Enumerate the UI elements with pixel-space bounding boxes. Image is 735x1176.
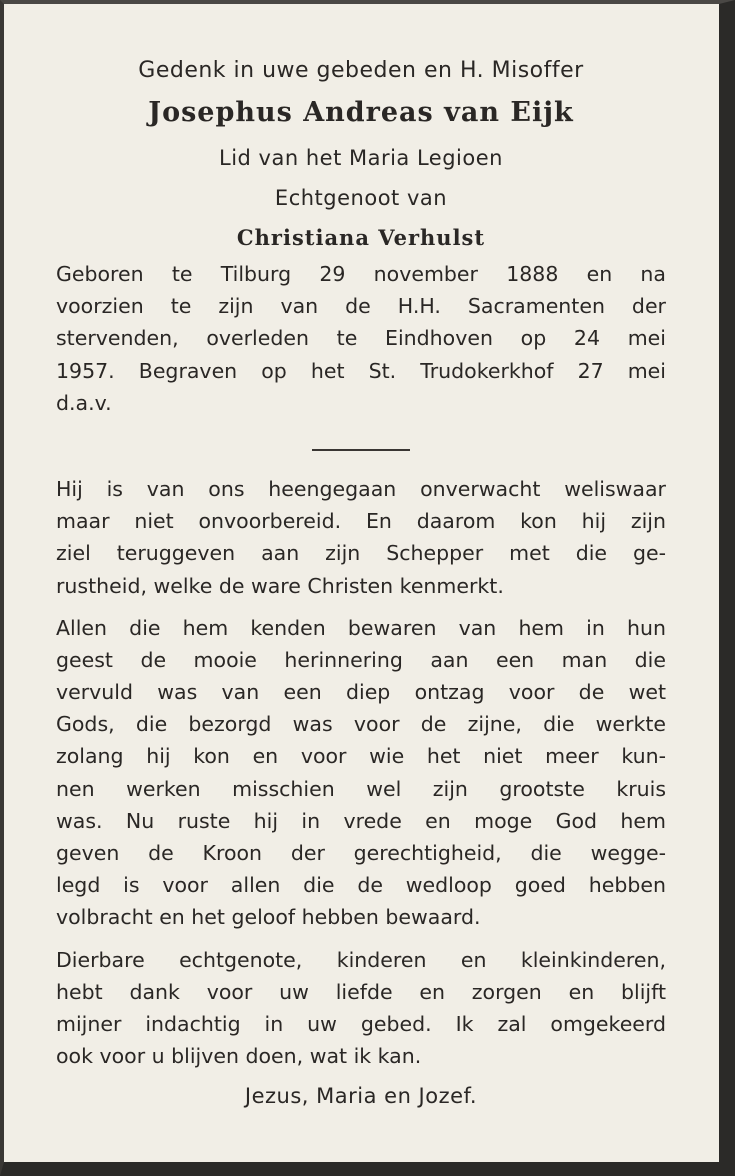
memory-paragraph <box>56 612 666 934</box>
deceased-name: Josephus Andreas van Eijk <box>148 97 574 128</box>
text-line: geven de Kroon der gerechtigheid, die wegge- <box>56 841 666 865</box>
text-line: zolang hij kon en voor wie het niet meer kun- <box>56 744 666 769</box>
text-line: stervenden, overleden te Eindhoven op 24 mei <box>56 326 666 351</box>
text-line: was. Nu ruste hij in vrede en moge God hem <box>56 808 666 833</box>
text-line: hebt dank voor uw liefde en zorgen en blijft <box>56 979 666 1004</box>
text-line: vervuld was van een diep ontzag voor de wet <box>56 680 666 705</box>
remember-line: Gedenk in uwe gebeden en H. Misoffer <box>138 58 584 83</box>
text-line: Geboren te Tilburg 29 november 1888 en na <box>56 262 666 286</box>
family-paragraph <box>56 944 666 1073</box>
divider-rule <box>312 449 410 451</box>
spouse-name: Christiana Verhulst <box>236 225 486 250</box>
text-line: ziel teruggeven aan zijn Schepper met die ge- <box>56 541 666 566</box>
text-line: nen werken misschien wel zijn grootste kruis <box>56 776 666 801</box>
text-line: rustheid, welke de ware Christen kenmerkt. <box>56 573 504 598</box>
spouse-label: Echtgenoot van <box>274 186 448 210</box>
text-line: volbracht en het geloof hebben bewaard. <box>56 905 481 930</box>
text-line: d.a.v. <box>56 390 112 415</box>
text-line: legd is voor allen die de wedloop goed hebben <box>56 873 666 898</box>
text-line: 1957. Begraven op het St. Trudokerkhof 27 mei <box>56 358 666 383</box>
text-line: Hij is van ons heengegaan onverwacht weliswaar <box>56 476 666 501</box>
closing-prayer: Jezus, Maria en Jozef. <box>244 1084 478 1109</box>
text-line: maar niet onvoorbereid. En daarom kon hij zijn <box>56 509 666 534</box>
text-line: mijner indachtig in uw gebed. Ik zal omgekeerd <box>56 1011 666 1036</box>
text-line: Allen die hem kenden bewaren van hem in hun <box>56 615 666 640</box>
text-line: Dierbare echtgenote, kinderen en kleinkinderen, <box>56 947 666 972</box>
passing-paragraph <box>56 473 666 602</box>
text-line: geest de mooie herinnering aan een man die <box>56 647 666 672</box>
text-line: voorzien te zijn van de H.H. Sacramenten der <box>56 294 666 319</box>
membership-line: Lid van het Maria Legioen <box>219 146 503 170</box>
text-line: ook voor u blijven doen, wat ik kan. <box>56 1044 422 1069</box>
text-line: Gods, die bezorgd was voor de zijne, die werkte <box>56 712 666 737</box>
card-content <box>56 54 666 1116</box>
birth-paragraph <box>56 258 666 419</box>
